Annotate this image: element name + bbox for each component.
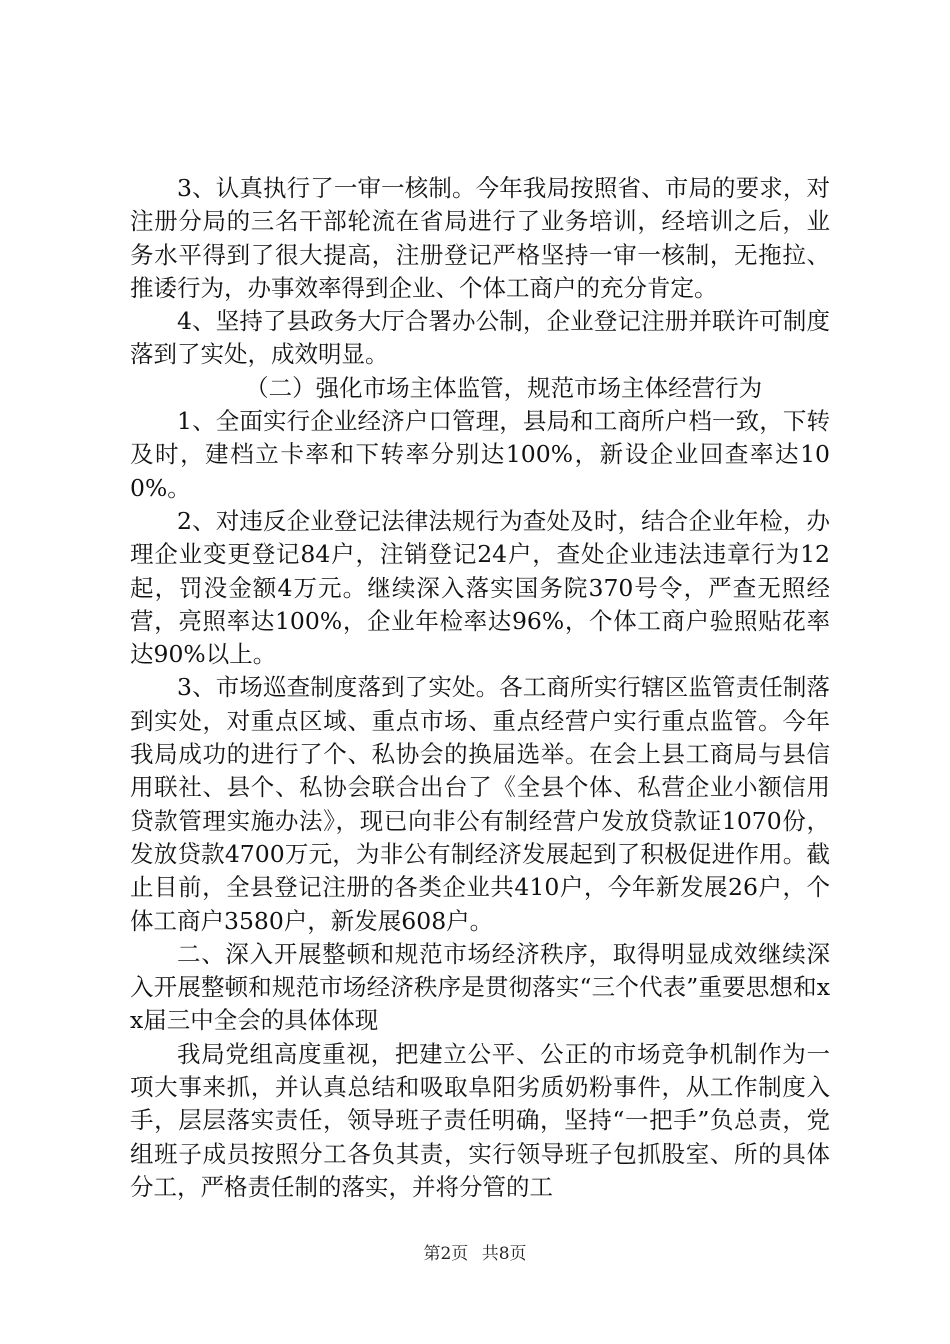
section-heading-text: （二）强化市场主体监管，规范市场主体经营行为 — [245, 373, 763, 402]
page-number-current: 第2页 — [423, 1244, 469, 1264]
section-heading-market-supervision — [130, 372, 830, 405]
page-number-total: 共8页 — [481, 1244, 527, 1264]
section-heading-market-order: 二、深入开展整顿和规范市场经济秩序，取得明显成效继续深入开展整顿和规范市场经济秩序是贯彻落实“三个代表”重要思想和xx届三中全会的具体体现 — [130, 939, 830, 1035]
paragraph-item-1-household-management: 1、全面实行企业经济户口管理，县局和工商所户档一致，下转及时，建档立卡率和下转率分别达100%，新设企业回查率达100%。 — [130, 407, 830, 502]
paragraph-item-2-violations: 2、对违反企业登记法律法规行为查处及时，结合企业年检，办理企业变更登记84户，注销登记24户，查处企业违法违章行为12起，罚没金额4万元。继续深入落实国务院370号令，严查无照经营，亮照率达100%，企业年检率达96%，个体工商户验照贴花率达90%以上。 — [130, 506, 830, 669]
paragraph-item-3-review: 3、认真执行了一审一核制。今年我局按照省、市局的要求，对注册分局的三名干部轮流在省局进行了业务培训，经培训之后，业务水平得到了很大提高，注册登记严格坚持一审一核制，无拖拉、推诿行为，办事效率得到企业、个体工商户的充分肯定。 — [130, 174, 830, 302]
paragraph-item-3-inspection: 3、市场巡查制度落到了实处。各工商所实行辖区监管责任制落到实处，对重点区域、重点市场、重点经营户实行重点监管。今年我局成功的进行了个、私协会的换届选举。在会上县工商局与县信用联社、县个、私协会联合出台了《全县个体、私营企业小额信用贷款管理实施办法》，现已向非公有制经营户发放贷款证1070份，发放贷款4700万元，为非公有制经济发展起到了积极促进作用。截止目前，全县登记注册的各类企业共410户，今年新发展26户，个体工商户3580户，新发展608户。 — [130, 673, 830, 935]
paragraph-item-4-joint-office: 4、坚持了县政务大厅合署办公制，企业登记注册并联许可制度落到了实处，成效明显。 — [130, 307, 830, 369]
paragraph-party-group: 我局党组高度重视，把建立公平、公正的市场竞争机制作为一项大事来抓，并认真总结和吸取阜阳劣质奶粉事件，从工作制度入手，层层落实责任，领导班子责任明确，坚持“一把手”负总责，党组班子成员按照分工各负其责，实行领导班子包抓股室、所的具体分工，严格责任制的落实，并将分管的工 — [130, 1039, 830, 1201]
page-footer — [0, 1244, 950, 1264]
document-body — [130, 172, 830, 1204]
